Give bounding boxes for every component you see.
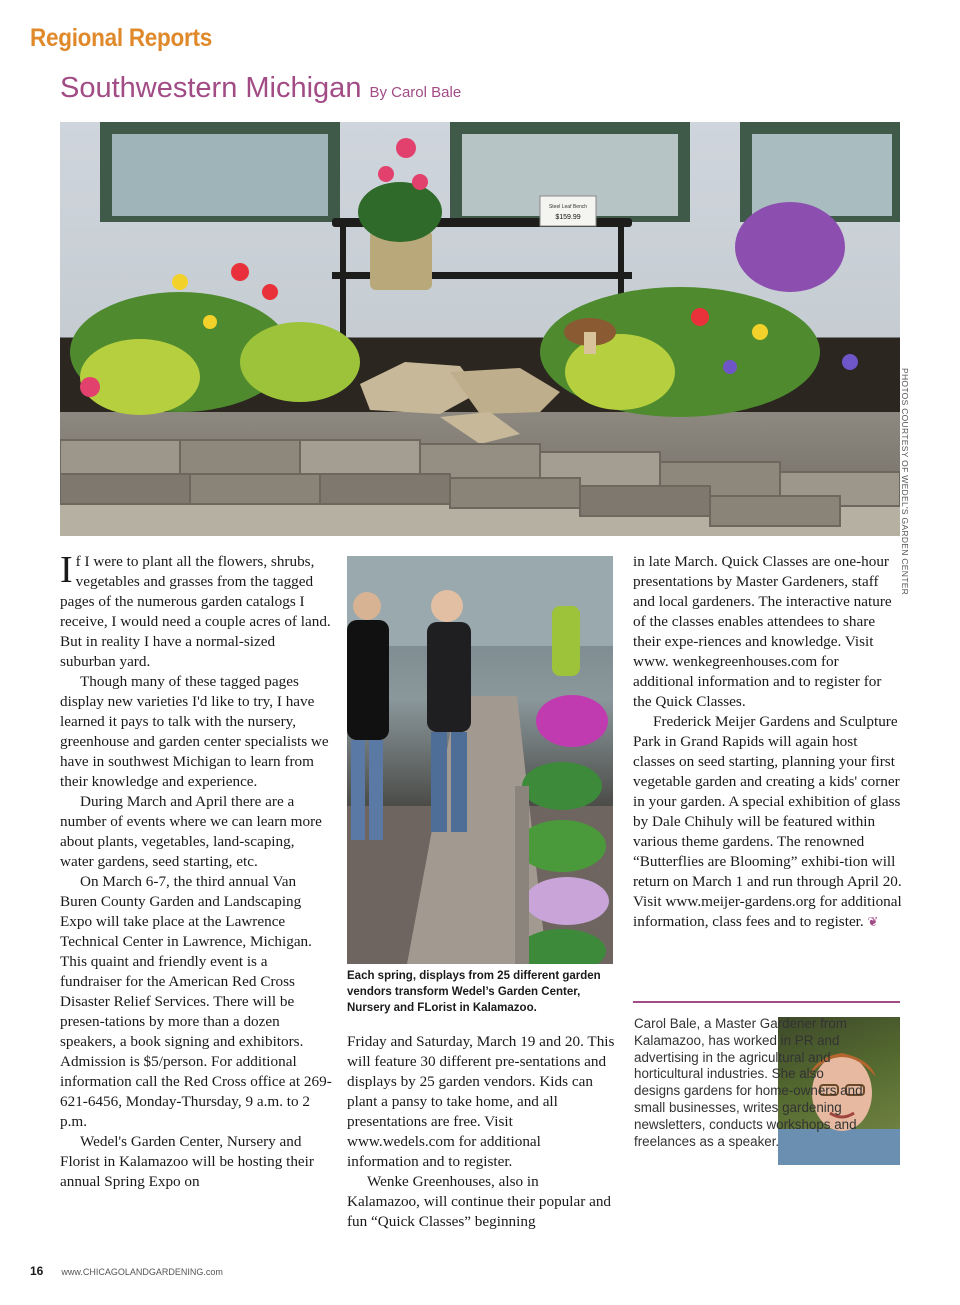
article-paragraph: Wenke Greenhouses, also in Kalamazoo, will continue their popular and fun “Quick Classes” beginning: [347, 1173, 612, 1230]
article-paragraph: Though many of these tagged pages display new varieties I'd like to try, I have learned it pays to talk with the nursery, greenhouse and garden center specialists we have in southwest Michigan to learn from their knowledge and experience.: [60, 673, 329, 790]
photo-credit: PHOTOS COURTESY OF WEDEL'S GARDEN CENTER: [900, 368, 910, 596]
article-text: shrubs, vegetables and grasses from the tagged pages of the numerous garden catalogs I receive, I would need a couple acres of land. But in reality I have a normal-sized suburban yard.: [60, 553, 331, 670]
photo-caption: Each spring, displays from 25 different garden vendors transform Wedel’s Garden Center, Nursery and FLorist in Kalamazoo.: [347, 970, 601, 1014]
author-bio: Carol Bale, a Master Gardener from Kalamazoo, has worked in PR and advertising in the agricultural and horticultural industries. She also designs gardens for home-owners and small businesses, writes gardening newsletters, conducts workshops and freelances as a speaker.: [634, 1016, 863, 1149]
price-tag-price: $159.99: [555, 214, 581, 221]
article-paragraph: During March and April there are a number of events where we can learn more about plants, vegetables, land-scaping, water gardens, seed starting, etc.: [60, 793, 322, 870]
article-paragraph: [60, 549, 332, 672]
bio-divider: [633, 1001, 900, 1003]
byline: By Carol Bale: [369, 84, 462, 101]
article-title-row: [60, 72, 461, 105]
page-number: 16: [30, 1264, 44, 1278]
article-paragraph: [633, 712, 903, 932]
article-text: Frederick Meijer Gardens and Sculpture Park in Grand Rapids will again host classes on seed starting, planning your first vegetable garden and creating a kids' corner in your garden. A special exhibition of glass by Dale Chihuly will be featured within various theme gardens. The renowned “Butterflies are Blooming” exhibi-tion will return on March 1 and run through April 20. Visit www.meijer-gardens.org for additional information, class fees and to register.: [633, 713, 902, 930]
hero-garden-photo: [60, 122, 900, 536]
article-column-2: [347, 1032, 615, 1232]
page-footer: [30, 1264, 223, 1278]
hero-garden-illustration: [60, 122, 900, 536]
article-paragraph: Wedel's Garden Center, Nursery and Florist in Kalamazoo will be hosting their annual Spring Expo on: [60, 1133, 314, 1190]
drop-cap: I: [60, 549, 73, 591]
garden-center-photo: [347, 556, 613, 964]
lead-in: f I were to plant all the flowers,: [75, 553, 268, 570]
article-column-1: [60, 549, 332, 1192]
article-paragraph: Friday and Saturday, March 19 and 20. This will feature 30 different pre-sentations and displays by 25 garden vendors. Kids can plant a pansy to take home, and all presentations are free. Visit www.wedels.com for additional information and to register.: [347, 1033, 615, 1170]
article-column-3: [633, 552, 903, 932]
article-paragraph: in late March. Quick Classes are one-hour presentations by Master Gardeners, staff and local gardeners. The interactive nature of the classes enables attendees to share their expe-riences and knowledge. Visit www. wenkegreenhouses.com for additional information and to register for the Quick Classes.: [633, 553, 892, 710]
article-title: Southwestern Michigan: [60, 72, 362, 104]
footer-site-url: www.CHICAGOLANDGARDENING.com: [61, 1267, 223, 1277]
end-mark-icon: ❦: [867, 914, 879, 929]
price-tag-name: Steel Leaf Bench: [548, 204, 588, 210]
garden-center-illustration: [347, 556, 613, 964]
section-label: Regional Reports: [30, 24, 212, 52]
article-paragraph: On March 6-7, the third annual Van Buren County Garden and Landscaping Expo will take place at the Lawrence Technical Center in Lawrence, Michigan. This quaint and friendly event is a fundraiser for the American Red Cross Disaster Relief Services. There will be presen-tations by more than a dozen speakers, a book signing and exhibitors. Admission is $5/person. For additional information call the Red Cross office at 269-621-6456, Monday-Thursday, 9 a.m. to 2 p.m.: [60, 873, 332, 1130]
